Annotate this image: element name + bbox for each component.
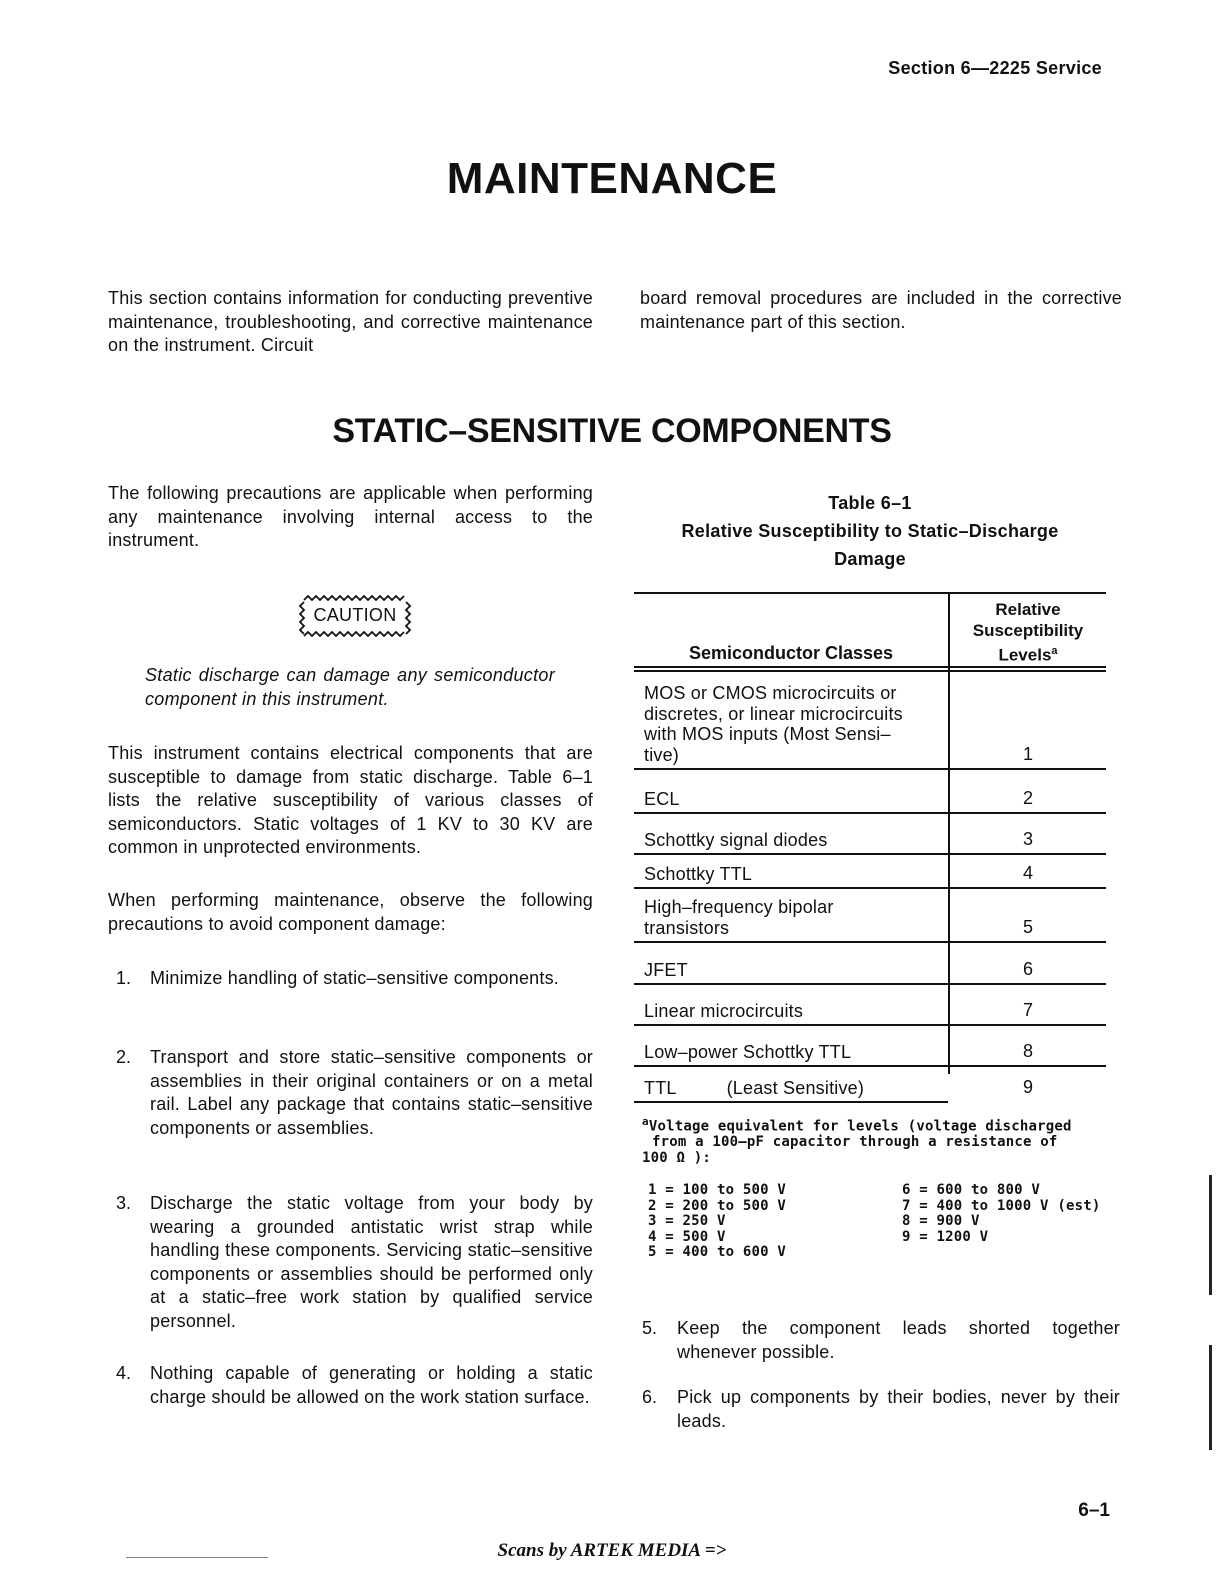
footnote-marker: a bbox=[1051, 645, 1058, 657]
col-header-levels-line1: Relative bbox=[995, 600, 1061, 619]
class-name: TTL bbox=[644, 1077, 677, 1098]
level-item: 8 = 900 V bbox=[902, 1213, 980, 1229]
table-number: Table 6–1 bbox=[828, 493, 912, 513]
list-text: Nothing capable of generating or holding a static charge should be allowed on the work station surface. bbox=[150, 1363, 593, 1407]
level-item: 5 = 400 to 600 V bbox=[648, 1244, 787, 1260]
caution-box bbox=[290, 592, 420, 642]
footer-rule bbox=[126, 1557, 268, 1558]
table-cell-class: Schottky TTL bbox=[644, 863, 753, 884]
precautions-intro: The following precautions are applicable when performing any maintenance involving internal access to the instrument. bbox=[108, 483, 593, 550]
level-item: 4 = 500 V bbox=[648, 1228, 726, 1245]
section-title: STATIC–SENSITIVE COMPONENTS bbox=[332, 412, 892, 450]
intro-paragraph-left: This section contains information for conducting preventive maintenance, troubleshooting, and corrective maintenance on the instrument. Circuit bbox=[108, 288, 593, 355]
intro-paragraph-right: board removal procedures are included in the corrective maintenance part of this section. bbox=[640, 288, 1122, 332]
table-cell-level: 2 bbox=[1022, 788, 1033, 808]
table-row bbox=[634, 943, 1106, 985]
caution-label: CAUTION bbox=[313, 605, 397, 625]
list-text: Discharge the static voltage from your body by wearing a grounded antistatic wrist strap while handling these components. Servicing static–sensitive components or assemblies should be performed only at a static–free work station by qualified service personnel. bbox=[150, 1193, 593, 1331]
list-text: Transport and store static–sensitive components or assemblies in their original containers or on a metal rail. Label any package that contains static–sensitive components or assemblies. bbox=[150, 1047, 593, 1138]
table-cell-class: ECL bbox=[644, 788, 680, 809]
table-cell-class bbox=[644, 897, 948, 938]
level-item: 2 = 200 to 500 V bbox=[648, 1197, 787, 1214]
list-number: 4. bbox=[116, 1363, 132, 1383]
table-cell-level: 4 bbox=[1022, 863, 1033, 883]
table-cell-level: 8 bbox=[1022, 1041, 1033, 1061]
table-cell-level: 6 bbox=[1022, 959, 1033, 979]
table-cell-class: JFET bbox=[644, 959, 688, 980]
class-line: MOS or CMOS microcircuits or bbox=[644, 683, 897, 703]
table-row bbox=[634, 855, 1106, 889]
footnote-line: Voltage equivalent for levels (voltage discharged bbox=[648, 1118, 1072, 1135]
list-number: 6. bbox=[642, 1387, 658, 1407]
table-row bbox=[634, 770, 1106, 814]
table-caption-line2: Damage bbox=[834, 549, 906, 569]
observe-paragraph: When performing maintenance, observe the following precautions to avoid component damage: bbox=[108, 890, 593, 934]
list-text: Minimize handling of static–sensitive components. bbox=[150, 968, 559, 988]
table-row bbox=[634, 985, 1106, 1026]
table-row bbox=[634, 1026, 1106, 1067]
col-header-levels bbox=[950, 600, 1106, 666]
levels-list-right bbox=[902, 1183, 1162, 1245]
table-cell-level: 5 bbox=[1022, 917, 1033, 937]
scan-credit: Scans by ARTEK MEDIA => bbox=[497, 1540, 727, 1561]
table-row bbox=[634, 814, 1106, 855]
table-row bbox=[634, 672, 1106, 770]
table-cell-class: Schottky signal diodes bbox=[644, 829, 828, 850]
footnote-line: 100 Ω ): bbox=[642, 1149, 712, 1166]
table-cell-class bbox=[644, 683, 948, 765]
levels-list-left bbox=[648, 1183, 908, 1261]
class-line: High–frequency bipolar bbox=[644, 897, 834, 917]
class-note: (Least Sensitive) bbox=[726, 1077, 865, 1098]
susceptibility-paragraph: This instrument contains electrical components that are susceptible to damage from static discharge. Table 6–1 lists the relative susceptibility of various classes of semiconductors. Static voltages of 1 KV to 30 KV are common in unprotected environments. bbox=[108, 743, 593, 857]
class-line: with MOS inputs (Most Sensi– bbox=[644, 724, 891, 744]
level-item: 9 = 1200 V bbox=[902, 1228, 989, 1245]
table-cell-class: Low–power Schottky TTL bbox=[644, 1041, 852, 1062]
class-line: discretes, or linear microcircuits bbox=[644, 703, 903, 724]
list-text: Pick up components by their bodies, never by their leads. bbox=[677, 1387, 1120, 1431]
col-header-levels-line2: Susceptibility bbox=[972, 620, 1084, 640]
table-bottom-rule bbox=[634, 1101, 948, 1103]
table-cell-level: 3 bbox=[1022, 829, 1033, 849]
level-item: 7 = 400 to 1000 V (est) bbox=[902, 1197, 1101, 1214]
table-cell-level: 7 bbox=[1022, 1000, 1033, 1020]
level-item: 1 = 100 to 500 V bbox=[648, 1182, 787, 1198]
table-cell-level: 9 bbox=[1022, 1077, 1033, 1097]
page-title: MAINTENANCE bbox=[446, 154, 778, 203]
table-cell-level: 1 bbox=[1022, 744, 1033, 764]
footnote-marker: a bbox=[642, 1115, 649, 1128]
caution-text: Static discharge can damage any semiconductor component in this instrument. bbox=[145, 665, 555, 709]
col-header-classes: Semiconductor Classes bbox=[688, 643, 894, 663]
level-item: 3 = 250 V bbox=[648, 1213, 726, 1229]
table-row bbox=[634, 1067, 1106, 1101]
table-cell-class: Linear microcircuits bbox=[644, 1000, 804, 1021]
table-caption-line1: Relative Susceptibility to Static–Discharge bbox=[681, 521, 1059, 541]
list-number: 1. bbox=[116, 968, 132, 988]
section-header: Section 6—2225 Service bbox=[888, 58, 1102, 78]
list-number: 2. bbox=[116, 1047, 132, 1067]
page-number: 6–1 bbox=[1078, 1500, 1110, 1521]
table-footnote bbox=[642, 1114, 1112, 1166]
class-line: tive) bbox=[644, 744, 680, 765]
list-text: Keep the component leads shorted together whenever possible. bbox=[677, 1318, 1120, 1362]
scan-edge-mark bbox=[1209, 1175, 1212, 1295]
list-number: 5. bbox=[642, 1318, 658, 1338]
col-header-levels-line3: Levels bbox=[998, 645, 1052, 665]
scan-edge-mark bbox=[1209, 1345, 1212, 1450]
table-header bbox=[634, 592, 1106, 668]
footnote-line: from a 100–pF capacitor through a resistance of bbox=[652, 1134, 1058, 1151]
list-number: 3. bbox=[116, 1193, 132, 1213]
level-item: 6 = 600 to 800 V bbox=[902, 1182, 1041, 1198]
class-line: transistors bbox=[644, 917, 730, 938]
table-row bbox=[634, 889, 1106, 943]
table-cell-class bbox=[644, 1078, 948, 1099]
